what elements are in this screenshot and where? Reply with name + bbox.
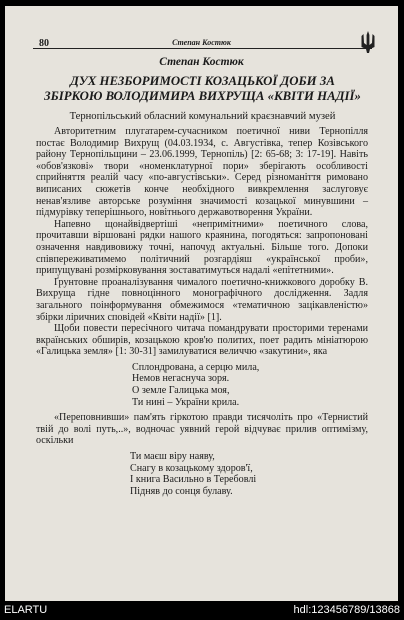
poem-line: Сплондрована, а серцю мила, xyxy=(132,361,260,373)
poem-stanza xyxy=(130,451,368,497)
handle-id: hdl:123456789/13868 xyxy=(293,604,400,616)
article-title xyxy=(35,74,370,104)
paragraph: Напевно щонайвідвертіші «непримітними» поетичного слова, прочитавши віршовані рядки нашого краянина, погодяться: запропоновані означення навдивовижу точні, напочуд актуальні. Більше того. Допоки співпереживатимемо політичний розгардіяш «української проби», припущувані розмірковування зоставатимуться надалі «епітетними». xyxy=(36,218,368,277)
running-head: Степан Костюк xyxy=(172,38,231,47)
paragraph: Щоби повести пересічного читача помандрувати просторими теренами вкраїнських обширів, козацькою кров'ю политих, поет радить мініатюрою «Галицька земля» [1: 30-31] замилуватися величчю «закутини», яка xyxy=(36,323,368,358)
header-rule xyxy=(33,48,372,49)
trident-icon xyxy=(361,30,375,54)
article-body xyxy=(36,126,368,497)
poem-line: І книга Васильно в Теребовлі xyxy=(130,474,257,486)
poem-stanza xyxy=(132,362,368,408)
poem-line: Снагу в козацькому здоров'ї, xyxy=(130,462,253,474)
title-line-2: ЗБІРКОЮ ВОЛОДИМИРА ВИХРУЩА «КВІТИ НАДІЇ» xyxy=(44,89,361,103)
document-page xyxy=(5,6,398,601)
page-number: 80 xyxy=(39,38,49,49)
paragraph: Ґрунтовне проаналізування чималого поетично-книжкового доробку В. Вихруща гідне повноцінного монографічного дослідження. Задля загального поінформування обмежимося «тематичною зацікавленістю» збірки ліричних сповідей «Квіти надії» [1]. xyxy=(36,276,368,323)
title-line-1: ДУХ НЕЗБОРИМОСТІ КОЗАЦЬКОЇ ДОБИ ЗА xyxy=(70,74,335,88)
repository-name: ELARTU xyxy=(4,604,48,616)
paragraph: Авторитетним плугатарем-сучасником поетичної ниви Тернопілля постає Володимир Вихрущ (04.03.1934, с. Августівка, тепер Козівського району Тернопільщини – 23.06.1999, Тернопіль) [2: 65-68; 3: 17-19]. Навіть «обов'язкові» твори «номенклатурної пори» зберігають особливості сприйняття реалій часу «по-августівськи». Серед різноманіття римовано виписаних сюжетів конче необхідного вивкремлення заслуговує ненав'язливе авторське розуміння значимості козацької минувшини – підмурівку теперішнього, новітнього державотворення України. xyxy=(36,126,368,219)
poem-line: Ти маєш віру наяву, xyxy=(130,451,215,463)
poem-line: Підняв до сонця булаву. xyxy=(130,485,233,497)
viewer-footer xyxy=(0,602,404,620)
article-affiliation: Тернопільський обласний комунальний краєзнавчий музей xyxy=(69,111,336,122)
poem-line: О земле Галицька моя, xyxy=(132,385,230,397)
poem-line: Немов негаснуча зоря. xyxy=(132,373,230,385)
paragraph: «Переповнивши» пам'ять гіркотою правди тисячоліть про «Тернистий твій до волі путь,..», водночас уявний герой відчуває прилив оптимізму, оскільки xyxy=(36,412,368,447)
article-author: Степан Костюк xyxy=(159,56,244,68)
poem-line: Ти нині – України крила. xyxy=(132,396,240,408)
